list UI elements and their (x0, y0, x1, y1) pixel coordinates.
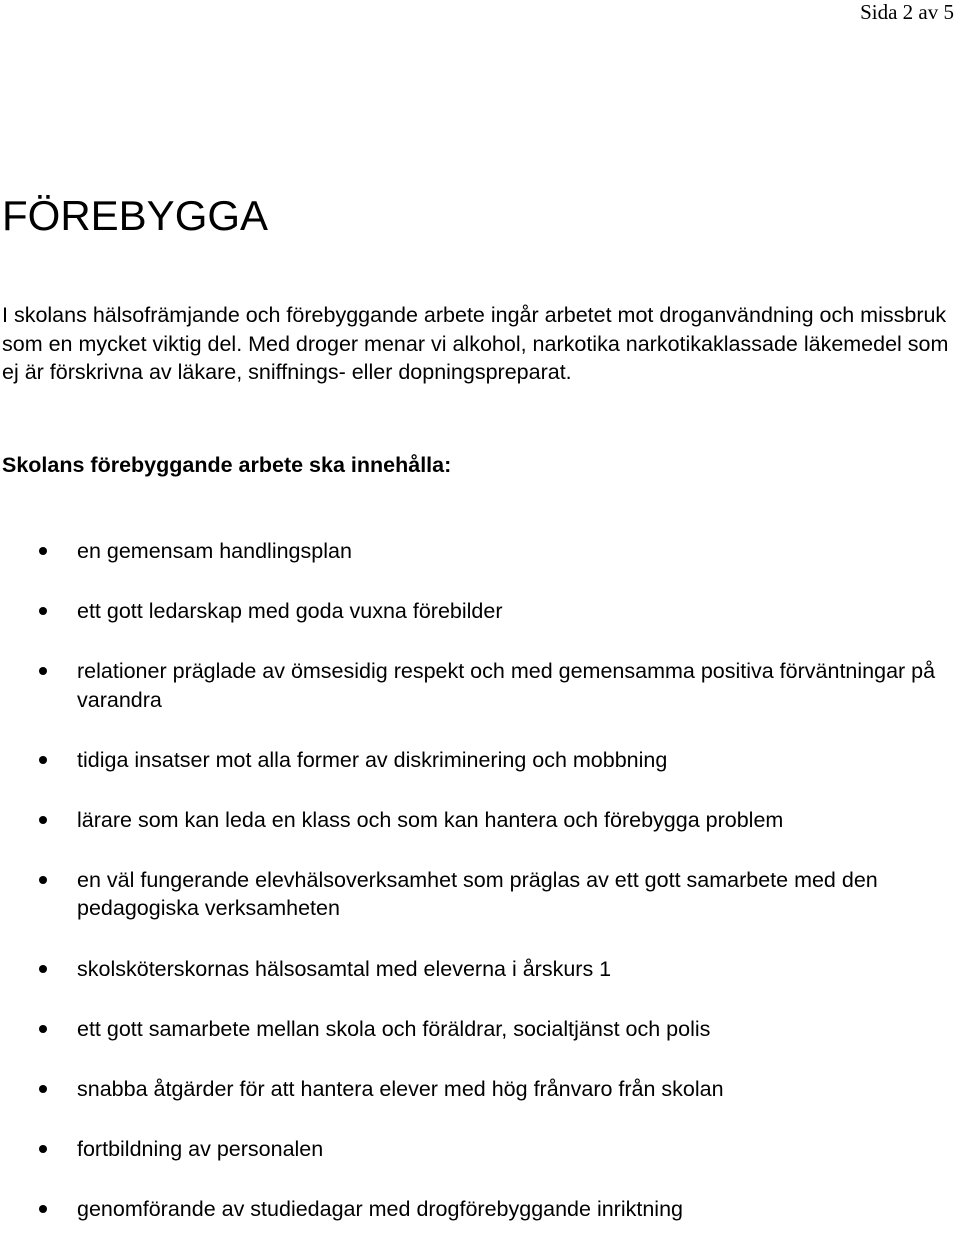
page-number: Sida 2 av 5 (860, 0, 954, 24)
list-item (0, 597, 940, 626)
list-item-text: fortbildning av personalen (77, 1136, 324, 1161)
list-item (0, 1135, 940, 1164)
page-title: FÖREBYGGA (2, 192, 269, 239)
list-item (0, 746, 940, 775)
bullet-icon (39, 667, 47, 675)
list-item-text: en gemensam handlingsplan (77, 539, 352, 563)
list-item (0, 657, 940, 714)
list-item-text: lärare som kan leda en klass och som kan hantera och förebygga problem (77, 807, 784, 832)
list-item-text: skolsköterskornas hälsosamtal med eleverna i årskurs 1 (77, 956, 612, 981)
bullet-icon (39, 607, 47, 615)
bullet-list (0, 537, 940, 1255)
list-item-text: ett gott samarbete mellan skola och föräldrar, socialtjänst och polis (77, 1016, 711, 1041)
list-item (0, 1015, 940, 1044)
section-heading: Skolans förebyggande arbete ska innehålla: (2, 453, 452, 477)
bullet-icon (39, 1145, 47, 1153)
bullet-icon (39, 547, 47, 555)
bullet-icon (39, 816, 47, 824)
list-item (0, 866, 940, 923)
list-item-text: relationer präglade av ömsesidig respekt och med gemensamma positiva förväntningar på varandra (77, 659, 936, 712)
bullet-icon (39, 756, 47, 764)
list-item (0, 537, 940, 566)
list-item (0, 806, 940, 835)
list-item (0, 1195, 940, 1224)
list-item-text: genomförande av studiedagar med drogförebyggande inriktning (77, 1196, 683, 1221)
bullet-icon (39, 965, 47, 973)
bullet-icon (39, 876, 47, 884)
list-item-text: snabba åtgärder för att hantera elever med hög frånvaro från skolan (77, 1076, 724, 1101)
list-item (0, 955, 940, 984)
list-item-text: ett gott ledarskap med goda vuxna förebilder (77, 599, 503, 624)
list-item-text: tidiga insatser mot alla former av diskriminering och mobbning (77, 747, 668, 772)
bullet-icon (39, 1085, 47, 1093)
bullet-icon (39, 1025, 47, 1033)
list-item-text: en väl fungerande elevhälsoverksamhet som präglas av ett gott samarbete med den pedagogiska verksamheten (77, 867, 878, 921)
bullet-icon (39, 1205, 47, 1213)
list-item (0, 1075, 940, 1104)
intro-paragraph: I skolans hälsofrämjande och förebyggande arbete ingår arbetet mot droganvändning och missbruk som en mycket viktig del. Med droger menar vi alkohol, narkotika narkotikaklassade läkemedel som ej är förskrivna av läkare, sniffnings- eller dopningspreparat. (2, 303, 949, 385)
